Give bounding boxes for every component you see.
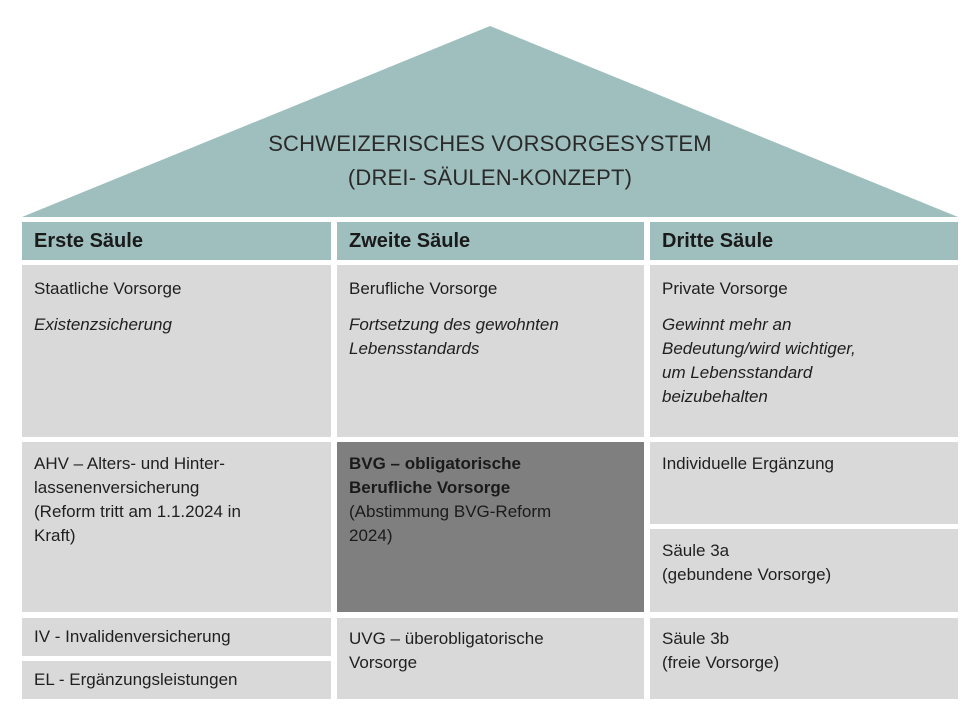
cell-line-1: UVG – überobligatorische (349, 629, 544, 648)
cell-staatliche-vorsorge (22, 265, 331, 437)
cell-line-1: Säule 3b (662, 629, 730, 648)
cell-saeule-3a (650, 529, 958, 612)
cell-line-1: Säule 3a (662, 541, 730, 560)
cell-description-line-1: Fortsetzung des gewohnten (349, 315, 559, 334)
cell-label: Berufliche Vorsorge (349, 279, 498, 298)
cell-uvg (337, 618, 644, 699)
cell-ahv (22, 442, 331, 612)
cell-private-vorsorge (650, 265, 958, 437)
title-line-2: (DREI- SÄULEN-KONZEPT) (347, 165, 633, 190)
cell-text: IV - Invalidenversicherung (34, 627, 231, 646)
cell-text: Individuelle Ergänzung (662, 454, 835, 473)
cell-description-line-2: Lebensstandards (349, 339, 480, 358)
cell-bvg-obligatorisch (337, 442, 644, 612)
cell-line-3: (Reform tritt am 1.1.2024 in (34, 502, 241, 521)
cell-description-line-1: Gewinnt mehr an (662, 315, 792, 334)
cell-line-2: (freie Vorsorge) (662, 653, 780, 672)
cell-line-4: 2024) (349, 526, 393, 545)
cell-description-line-3: um Lebensstandard (662, 363, 813, 382)
cell-description-line-2: Bedeutung/wird wichtiger, (662, 339, 856, 358)
header-zweite-saeule: Zweite Säule (337, 222, 644, 260)
cell-line-4: Kraft) (34, 526, 76, 545)
cell-line-3: (Abstimmung BVG-Reform (349, 502, 552, 521)
cell-text: EL - Ergänzungsleistungen (34, 670, 238, 689)
cell-invalidenversicherung (22, 618, 331, 656)
cell-line-2: lassenenversicherung (34, 478, 200, 497)
cell-saeule-3b (650, 618, 958, 699)
title-line-1: SCHWEIZERISCHES VORSORGESYSTEM (268, 131, 712, 156)
cell-individuelle-ergaenzung (650, 442, 958, 524)
header-dritte-saeule: Dritte Säule (650, 222, 958, 260)
cell-berufliche-vorsorge (337, 265, 644, 437)
cell-description-line-4: beizubehalten (662, 387, 768, 406)
cell-line-2: (gebundene Vorsorge) (662, 565, 832, 584)
cell-description: Existenzsicherung (34, 315, 172, 334)
cell-label: Staatliche Vorsorge (34, 279, 182, 298)
header-erste-saeule: Erste Säule (22, 222, 331, 260)
cell-line-1: AHV – Alters- und Hinter- (34, 454, 225, 473)
cell-line-1: BVG – obligatorische (349, 454, 521, 473)
cell-line-2: Vorsorge (349, 653, 418, 672)
cell-ergaenzungsleistungen (22, 661, 331, 699)
cell-line-2: Berufliche Vorsorge (349, 478, 511, 497)
cell-label: Private Vorsorge (662, 279, 788, 298)
